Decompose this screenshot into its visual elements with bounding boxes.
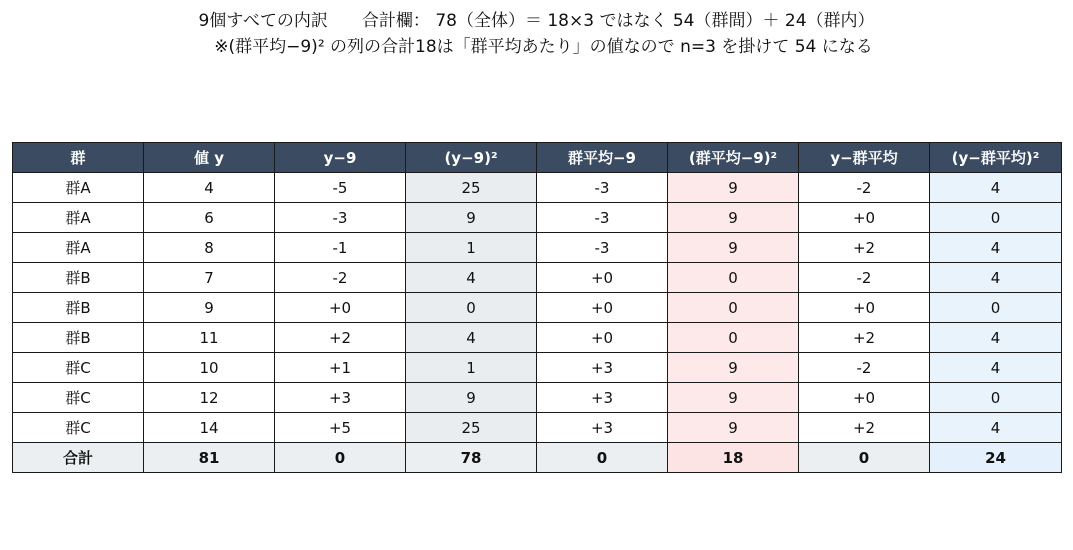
column-header-deviation-squared: (y−9)² bbox=[406, 143, 537, 173]
cell-deviation-squared: 1 bbox=[406, 233, 537, 263]
column-header-group: 群 bbox=[13, 143, 144, 173]
cell-group-mean-deviation-squared: 0 bbox=[668, 323, 799, 353]
cell-value: 4 bbox=[144, 173, 275, 203]
cell-group: 群B bbox=[13, 293, 144, 323]
title-block bbox=[0, 8, 1073, 60]
cell-within-deviation-squared: 0 bbox=[930, 383, 1062, 413]
cell-value: 8 bbox=[144, 233, 275, 263]
cell-within-deviation-squared: 4 bbox=[930, 233, 1062, 263]
cell-deviation-squared: 9 bbox=[406, 383, 537, 413]
cell-within-deviation-squared: 4 bbox=[930, 263, 1062, 293]
cell-deviation: +0 bbox=[275, 293, 406, 323]
cell-deviation: -2 bbox=[275, 263, 406, 293]
title-line-1: 9個すべての内訳 合計欄： 78（全体）＝ 18×3 ではなく 54（群間）＋ 24（群内） bbox=[198, 11, 875, 31]
table-row bbox=[13, 203, 1062, 233]
total-group-mean-deviation-squared: 18 bbox=[668, 443, 799, 473]
cell-deviation-squared: 4 bbox=[406, 323, 537, 353]
cell-value: 10 bbox=[144, 353, 275, 383]
cell-group-mean-deviation-squared: 0 bbox=[668, 293, 799, 323]
total-value: 81 bbox=[144, 443, 275, 473]
table-row bbox=[13, 233, 1062, 263]
cell-group: 群C bbox=[13, 353, 144, 383]
cell-group-mean-deviation-squared: 9 bbox=[668, 353, 799, 383]
cell-within-deviation-squared: 0 bbox=[930, 293, 1062, 323]
total-group-mean-deviation: 0 bbox=[537, 443, 668, 473]
cell-group-mean-deviation: -3 bbox=[537, 203, 668, 233]
cell-within-deviation: +2 bbox=[799, 233, 930, 263]
cell-group-mean-deviation-squared: 9 bbox=[668, 203, 799, 233]
cell-within-deviation-squared: 4 bbox=[930, 173, 1062, 203]
cell-group-mean-deviation: -3 bbox=[537, 233, 668, 263]
cell-within-deviation: -2 bbox=[799, 353, 930, 383]
cell-group-mean-deviation: +3 bbox=[537, 413, 668, 443]
cell-deviation: -5 bbox=[275, 173, 406, 203]
cell-within-deviation: +0 bbox=[799, 383, 930, 413]
cell-within-deviation: +0 bbox=[799, 293, 930, 323]
cell-deviation-squared: 9 bbox=[406, 203, 537, 233]
cell-group: 群B bbox=[13, 323, 144, 353]
table-row bbox=[13, 323, 1062, 353]
column-header-within-deviation-squared: (y−群平均)² bbox=[930, 143, 1062, 173]
cell-within-deviation-squared: 4 bbox=[930, 413, 1062, 443]
column-header-value: 値 y bbox=[144, 143, 275, 173]
header-row bbox=[13, 143, 1062, 173]
cell-deviation-squared: 25 bbox=[406, 413, 537, 443]
cell-value: 6 bbox=[144, 203, 275, 233]
cell-group-mean-deviation: +0 bbox=[537, 263, 668, 293]
cell-within-deviation: +2 bbox=[799, 413, 930, 443]
total-deviation: 0 bbox=[275, 443, 406, 473]
cell-group-mean-deviation-squared: 9 bbox=[668, 383, 799, 413]
cell-deviation: -3 bbox=[275, 203, 406, 233]
total-label: 合計 bbox=[13, 443, 144, 473]
cell-group-mean-deviation-squared: 9 bbox=[668, 413, 799, 443]
table-row bbox=[13, 173, 1062, 203]
table-row bbox=[13, 293, 1062, 323]
column-header-group-mean-deviation-squared: (群平均−9)² bbox=[668, 143, 799, 173]
cell-within-deviation: +0 bbox=[799, 203, 930, 233]
total-deviation-squared: 78 bbox=[406, 443, 537, 473]
column-header-group-mean-deviation: 群平均−9 bbox=[537, 143, 668, 173]
cell-group-mean-deviation: +3 bbox=[537, 353, 668, 383]
cell-value: 12 bbox=[144, 383, 275, 413]
breakdown-table bbox=[12, 142, 1062, 473]
column-header-deviation: y−9 bbox=[275, 143, 406, 173]
table-row bbox=[13, 383, 1062, 413]
table-row bbox=[13, 413, 1062, 443]
cell-group: 群C bbox=[13, 413, 144, 443]
cell-within-deviation: +2 bbox=[799, 323, 930, 353]
cell-group-mean-deviation: +0 bbox=[537, 323, 668, 353]
cell-within-deviation-squared: 4 bbox=[930, 323, 1062, 353]
cell-group-mean-deviation-squared: 9 bbox=[668, 173, 799, 203]
cell-group: 群A bbox=[13, 173, 144, 203]
total-row bbox=[13, 443, 1062, 473]
cell-within-deviation-squared: 4 bbox=[930, 353, 1062, 383]
cell-group: 群C bbox=[13, 383, 144, 413]
cell-deviation-squared: 0 bbox=[406, 293, 537, 323]
cell-group: 群A bbox=[13, 233, 144, 263]
table-row bbox=[13, 353, 1062, 383]
cell-within-deviation: -2 bbox=[799, 263, 930, 293]
cell-value: 14 bbox=[144, 413, 275, 443]
cell-group-mean-deviation: +0 bbox=[537, 293, 668, 323]
cell-deviation: +2 bbox=[275, 323, 406, 353]
column-header-within-deviation: y−群平均 bbox=[799, 143, 930, 173]
cell-value: 7 bbox=[144, 263, 275, 293]
total-within-deviation: 0 bbox=[799, 443, 930, 473]
cell-deviation-squared: 25 bbox=[406, 173, 537, 203]
table-row bbox=[13, 263, 1062, 293]
cell-value: 11 bbox=[144, 323, 275, 353]
cell-deviation: +5 bbox=[275, 413, 406, 443]
cell-deviation: -1 bbox=[275, 233, 406, 263]
cell-deviation-squared: 1 bbox=[406, 353, 537, 383]
cell-group: 群B bbox=[13, 263, 144, 293]
cell-deviation-squared: 4 bbox=[406, 263, 537, 293]
cell-within-deviation: -2 bbox=[799, 173, 930, 203]
cell-within-deviation-squared: 0 bbox=[930, 203, 1062, 233]
cell-deviation: +1 bbox=[275, 353, 406, 383]
cell-group: 群A bbox=[13, 203, 144, 233]
cell-value: 9 bbox=[144, 293, 275, 323]
cell-group-mean-deviation-squared: 0 bbox=[668, 263, 799, 293]
total-within-deviation-squared: 24 bbox=[930, 443, 1062, 473]
title-line-2: ※(群平均−9)² の列の合計18は「群平均あたり」の値なので n=3 を掛けて 54 になる bbox=[214, 37, 873, 57]
cell-group-mean-deviation: +3 bbox=[537, 383, 668, 413]
cell-deviation: +3 bbox=[275, 383, 406, 413]
cell-group-mean-deviation: -3 bbox=[537, 173, 668, 203]
cell-group-mean-deviation-squared: 9 bbox=[668, 233, 799, 263]
